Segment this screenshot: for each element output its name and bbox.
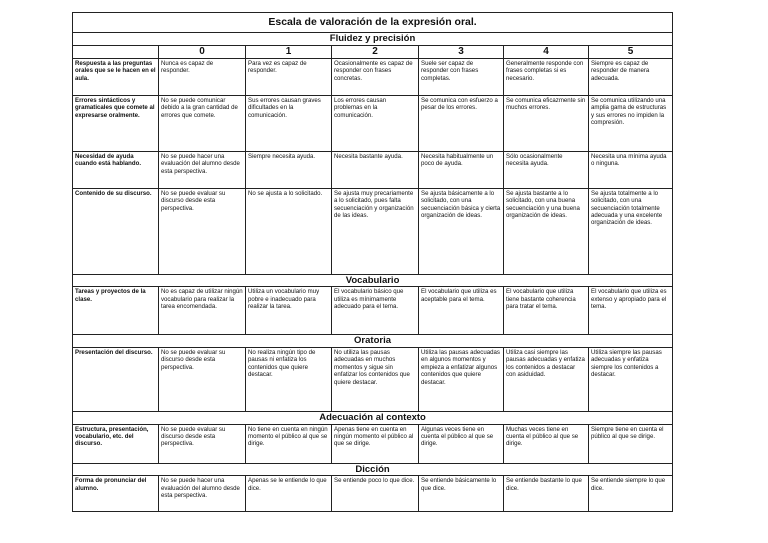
descriptor-cell: No se puede hacer una evaluación del alumno desde esta perspectiva.	[159, 476, 246, 512]
section-header-oratoria: Oratoria	[73, 335, 673, 348]
descriptor-cell: No se ajusta a lo solicitado.	[246, 188, 332, 274]
table-row	[73, 476, 673, 512]
table-row	[73, 347, 673, 411]
descriptor-cell: Nunca es capaz de responder.	[159, 58, 246, 95]
criterion-necesidad: Necesidad de ayuda cuando está hablando.	[73, 151, 159, 188]
descriptor-cell: No se puede evaluar su discurso desde esta perspectiva.	[159, 424, 246, 463]
descriptor-cell: Sólo ocasionalmente necesita ayuda.	[504, 151, 589, 188]
section-header-diccion: Dicción	[73, 463, 673, 476]
descriptor-cell: Generalmente responde con frases completas si es necesario.	[504, 58, 589, 95]
table-row	[73, 95, 673, 151]
descriptor-cell: No se puede comunicar debido a la gran cantidad de errores que comete.	[159, 95, 246, 151]
descriptor-cell: El vocabulario que utiliza tiene bastante coherencia para tratar el tema.	[504, 287, 589, 335]
descriptor-cell: Se comunica eficazmente sin muchos errores.	[504, 95, 589, 151]
level-header-3: 3	[419, 45, 504, 58]
descriptor-cell: Apenas se le entiende lo que dice.	[246, 476, 332, 512]
descriptor-cell: Se entiende bastante lo que dice.	[504, 476, 589, 512]
criterion-pronunciar: Forma de pronunciar del alumno.	[73, 476, 159, 512]
descriptor-cell: Necesita bastante ayuda.	[332, 151, 419, 188]
criterion-estructura: Estructura, presentación, vocabulario, etc. del discurso.	[73, 424, 159, 463]
descriptor-cell: El vocabulario básico que utiliza es mínimamente adecuado para el tema.	[332, 287, 419, 335]
section-header-adecuacion: Adecuación al contexto	[73, 411, 673, 424]
descriptor-cell: Se entiende básicamente lo que dice.	[419, 476, 504, 512]
table-row	[73, 151, 673, 188]
table-row	[73, 424, 673, 463]
descriptor-cell: No tiene en cuenta en ningún momento el público al que se dirige.	[246, 424, 332, 463]
level-header-1: 1	[246, 45, 332, 58]
descriptor-cell: Muchas veces tiene en cuenta el público al que se dirige.	[504, 424, 589, 463]
descriptor-cell: Sus errores causan graves dificultades en la comunicación.	[246, 95, 332, 151]
level-header-0: 0	[159, 45, 246, 58]
criterion-contenido: Contenido de su discurso.	[73, 188, 159, 274]
rubric-table	[72, 12, 673, 512]
descriptor-cell: No realiza ningún tipo de pausas ni enfatiza los contenidos que quiere destacar.	[246, 347, 332, 411]
descriptor-cell: Siempre es capaz de responder de manera adecuada.	[589, 58, 673, 95]
table-row	[73, 287, 673, 335]
table-row	[73, 188, 673, 274]
level-header-4: 4	[504, 45, 589, 58]
descriptor-cell: No se puede hacer una evaluación del alumno desde esta perspectiva.	[159, 151, 246, 188]
rubric-title: Escala de valoración de la expresión oral.	[73, 13, 673, 33]
criterion-presentacion: Presentación del discurso.	[73, 347, 159, 411]
descriptor-cell: Apenas tiene en cuenta en ningún momento el público al que se dirige.	[332, 424, 419, 463]
descriptor-cell: Se ajusta muy precariamente a lo solicitado, pues falta secuenciación y organización de las ideas.	[332, 188, 419, 274]
levels-row	[73, 45, 673, 58]
descriptor-cell: Siempre tiene en cuenta el público al que se dirige.	[589, 424, 673, 463]
table-row	[73, 58, 673, 95]
descriptor-cell: Se ajusta totalmente a lo solicitado, con una secuenciación totalmente adecuada y una excelente organización de ideas.	[589, 188, 673, 274]
descriptor-cell: Utiliza un vocabulario muy pobre e inadecuado para realizar la tarea.	[246, 287, 332, 335]
section-header-vocabulario: Vocabulario	[73, 274, 673, 287]
level-header-2: 2	[332, 45, 419, 58]
descriptor-cell: Algunas veces tiene en cuenta el público al que se dirige.	[419, 424, 504, 463]
level-header-5: 5	[589, 45, 673, 58]
section-header-fluidez: Fluidez y precisión	[73, 33, 673, 46]
descriptor-cell: No se puede evaluar su discurso desde esta perspectiva.	[159, 347, 246, 411]
descriptor-cell: No se puede evaluar su discurso desde esta perspectiva.	[159, 188, 246, 274]
descriptor-cell: Utiliza las pausas adecuadas en algunos momentos y empieza a enfatizar algunos contenidos que quiere destacar.	[419, 347, 504, 411]
descriptor-cell: Utiliza casi siempre las pausas adecuadas y enfatiza los contenidos a destacar con asiduidad.	[504, 347, 589, 411]
descriptor-cell: No utiliza las pausas adecuadas en muchos momentos y sigue sin enfatizar los contenidos que quiere destacar.	[332, 347, 419, 411]
criterion-errores: Errores sintácticos y gramaticales que comete al expresarse oralmente.	[73, 95, 159, 151]
descriptor-cell: Se ajusta básicamente a lo solicitado, con una secuenciación básica y cierta organización de ideas.	[419, 188, 504, 274]
descriptor-cell: Se entiende poco lo que dice.	[332, 476, 419, 512]
descriptor-cell: Necesita habitualmente un poco de ayuda.	[419, 151, 504, 188]
descriptor-cell: Ocasionalmente es capaz de responder con frases concretas.	[332, 58, 419, 95]
criterion-respuesta: Respuesta a las preguntas orales que se le hacen en el aula.	[73, 58, 159, 95]
level-corner	[73, 45, 159, 58]
descriptor-cell: Se comunica utilizando una amplia gama de estructuras y sus errores no impiden la compresión.	[589, 95, 673, 151]
descriptor-cell: Necesita una mínima ayuda o ninguna.	[589, 151, 673, 188]
descriptor-cell: El vocabulario que utiliza es aceptable para el tema.	[419, 287, 504, 335]
descriptor-cell: Los errores causan problemas en la comunicación.	[332, 95, 419, 151]
descriptor-cell: Suele ser capaz de responder con frases completas.	[419, 58, 504, 95]
criterion-tareas: Tareas y proyectos de la clase.	[73, 287, 159, 335]
descriptor-cell: Siempre necesita ayuda.	[246, 151, 332, 188]
descriptor-cell: El vocabulario que utiliza es extenso y apropiado para el tema.	[589, 287, 673, 335]
descriptor-cell: Se comunica con esfuerzo a pesar de los errores.	[419, 95, 504, 151]
descriptor-cell: Utiliza siempre las pausas adecuadas y enfatiza siempre los contenidos a destacar.	[589, 347, 673, 411]
descriptor-cell: Se entiende siempre lo que dice.	[589, 476, 673, 512]
descriptor-cell: Se ajusta bastante a lo solicitado, con una buena secuenciación y una buena organización de ideas.	[504, 188, 589, 274]
descriptor-cell: Para vez es capaz de responder.	[246, 58, 332, 95]
descriptor-cell: No es capaz de utilizar ningún vocabulario para realizar la tarea encomendada.	[159, 287, 246, 335]
